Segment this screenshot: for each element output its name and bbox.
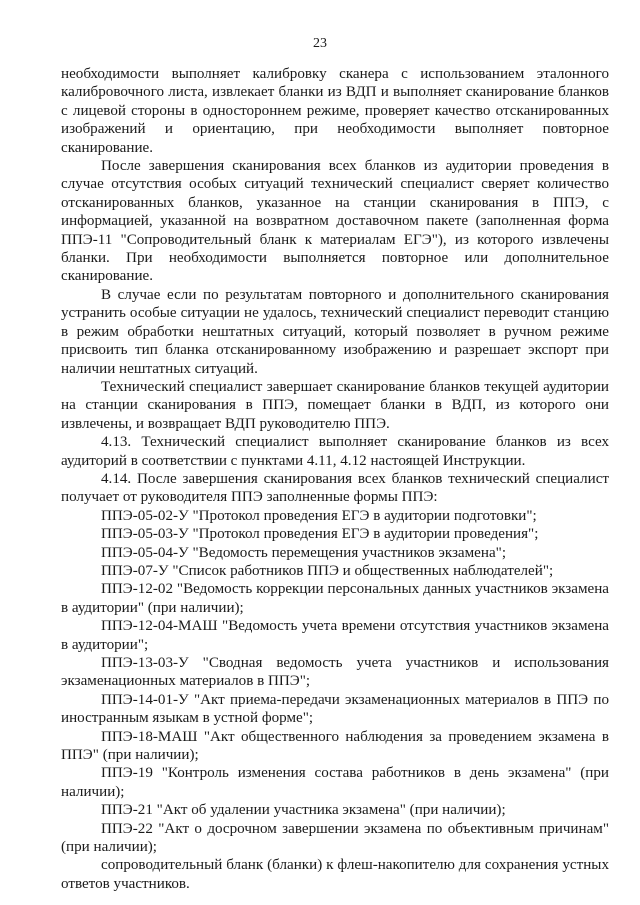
form-item-07: ППЭ-07-У "Список работников ППЭ и общественных наблюдателей"; [101, 562, 554, 579]
paragraph-4-14: 4.14. После завершения сканирования всех бланков технический специалист получает от руководителя ППЭ заполненные формы ППЭ: [61, 470, 609, 506]
form-item-05-03: ППЭ-05-03-У "Протокол проведения ЕГЭ в аудитории проведения"; [101, 526, 539, 543]
form-item-12-02: ППЭ-12-02 "Ведомость коррекции персональных данных участников экзамена в аудитории" (при наличии); [61, 581, 609, 616]
form-item-12-04: ППЭ-12-04-МАШ "Ведомость учета времени отсутствия участников экзамена в аудитории"; [61, 618, 609, 653]
form-item-05-02: ППЭ-05-02-У "Протокол проведения ЕГЭ в аудитории подготовки"; [101, 507, 537, 524]
form-item-19: ППЭ-19 "Контроль изменения состава работников в день экзамена" (при наличии); [61, 765, 609, 800]
paragraph-4-13: 4.13. Технический специалист выполняет сканирование бланков из всех аудиторий в соответствии с пунктами 4.11, 4.12 настоящей Инструкции. [61, 434, 609, 469]
paragraph-continuation: необходимости выполняет калибровку сканера с использованием эталонного калибровочного листа, извлекает бланки из ВДП и выполняет сканирование бланков с лицевой стороны в одностороннем режиме, проверяет качество отсканированных изображений и ориентацию, при необходимости выполняет повторное сканирование. [61, 66, 609, 156]
paragraph-scan-check: После завершения сканирования всех бланков из аудитории проведения в случае отсутствия особых ситуаций технический специалист сверяет количество отсканированных бланков, указанное на станции сканирования в ППЭ, с информацией, указанной на возвратном доставочном пакете (заполненная форма ППЭ-11 "Сопроводительный бланк к материалам ЕГЭ"), из которого извлечены бланки. При необходимости выполняется повторное или дополнительное сканирование. [61, 158, 609, 285]
form-item-13-03: ППЭ-13-03-У "Сводная ведомость учета участников и использования экзаменационных материалов в ППЭ"; [61, 655, 609, 690]
form-item-18: ППЭ-18-МАШ "Акт общественного наблюдения за проведением экзамена в ППЭ" (при наличии); [61, 728, 609, 764]
paragraph-exception-mode: В случае если по результатам повторного и дополнительного сканирования устранить особые ситуации не удалось, технический специалист переводит станцию в режим обработки нештатных ситуаций, который позволяет в ручном режиме присвоить тип бланка отсканированному изображению и разрешает экспорт при наличии нештатных ситуаций. [61, 286, 609, 377]
form-item-21: ППЭ-21 "Акт об удалении участника экзамена" (при наличии); [101, 802, 506, 819]
document-body [61, 65, 609, 893]
paragraph-finish-audience: Технический специалист завершает сканирование бланков текущей аудитории на станции сканирования в ППЭ, помещает бланки в ВДП, из которого они извлечены, и возвращает ВДП руководителю ППЭ. [61, 378, 609, 432]
page-number: 23 [313, 36, 327, 51]
form-item-05-04: ППЭ-05-04-У "Ведомость перемещения участников экзамена"; [101, 544, 507, 561]
form-item-14-01: ППЭ-14-01-У "Акт приема-передачи экзаменационных материалов в ППЭ по иностранным языкам в устной форме"; [61, 691, 609, 727]
form-item-22: ППЭ-22 "Акт о досрочном завершении экзамена по объективным причинам" (при наличии); [61, 820, 609, 856]
form-item-flash-form: сопроводительный бланк (бланки) к флеш-накопителю для сохранения устных ответов участников. [61, 857, 609, 892]
